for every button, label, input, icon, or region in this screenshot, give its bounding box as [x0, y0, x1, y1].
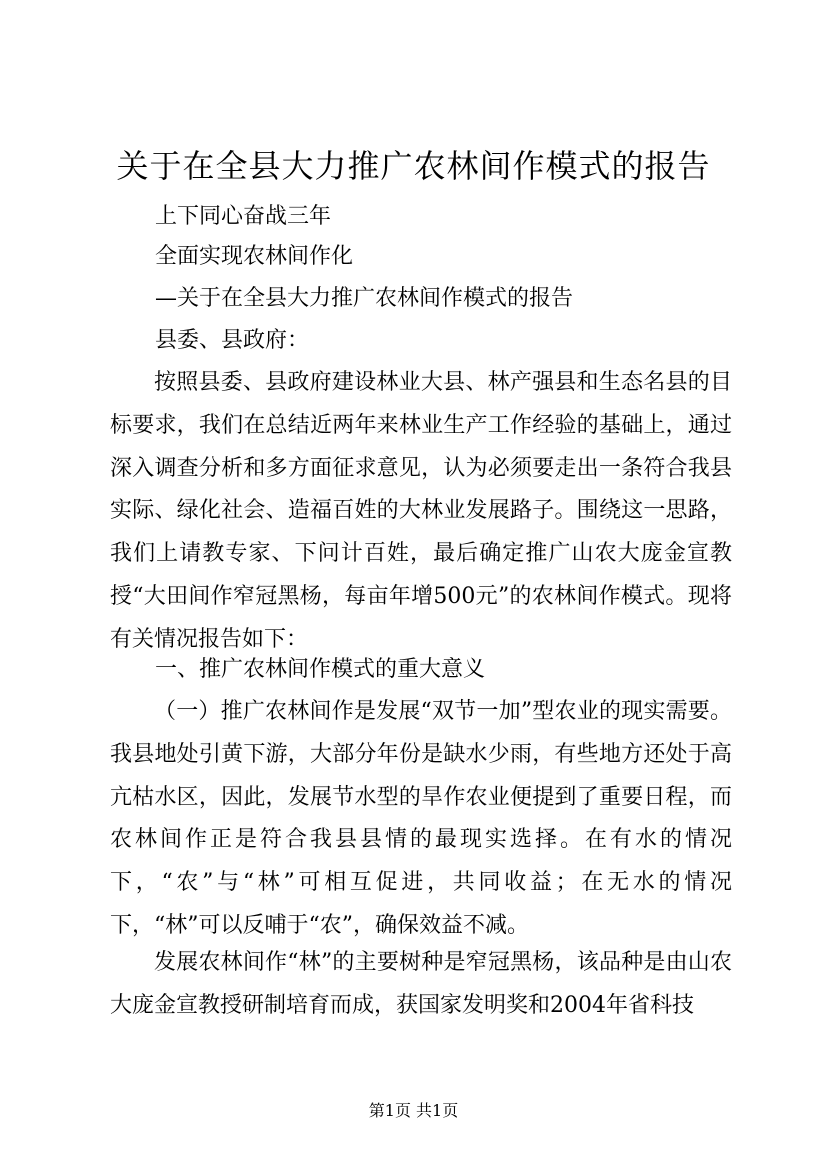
paragraph-section-1-2: 发展农林间作“林”的主要树种是窄冠黑杨，该品种是由山农大庞金宣教授研制培育而成，获国家发明奖和2004年省科技	[110, 950, 732, 1018]
subtitle-line-1: 上下同心奋战三年	[155, 204, 332, 229]
salutation: 县委、县政府：	[155, 328, 310, 353]
subtitle-line-3: —关于在全县大力推广农林间作模式的报告	[155, 286, 574, 311]
page-footer: 第1页 共1页	[368, 1101, 459, 1120]
subtitle-line-2: 全面实现农林间作化	[155, 244, 354, 269]
document-title: 关于在全县大力推广农林间作模式的报告	[116, 147, 711, 185]
section-heading-1: 一、推广农林间作模式的重大意义	[155, 657, 486, 682]
paragraph-section-1-1: （一）推广农林间作是发展“双节一加”型农业的现实需要。我县地处引黄下游，大部分年份是缺水少雨，有些地方还处于高亢枯水区，因此，发展节水型的旱作农业便提到了重要日程，而农林间作正是符合我县县情的最现实选择。在有水的情况下，“农”与“林”可相互促进，共同收益；在无水的情况下，“林”可以反哺于“农”，确保效益不减。	[110, 699, 732, 938]
paragraph-intro: 按照县委、县政府建设林业大县、林产强县和生态名县的目标要求，我们在总结近两年来林业生产工作经验的基础上，通过深入调查分析和多方面征求意见，认为必须要走出一条符合我县实际、绿化社会、造福百姓的大林业发展路子。围绕这一思路，我们上请教专家、下问计百姓，最后确定推广山农大庞金宣教授“大田间作窄冠黑杨，每亩年增500元”的农林间作模式。现将有关情况报告如下：	[110, 370, 732, 652]
